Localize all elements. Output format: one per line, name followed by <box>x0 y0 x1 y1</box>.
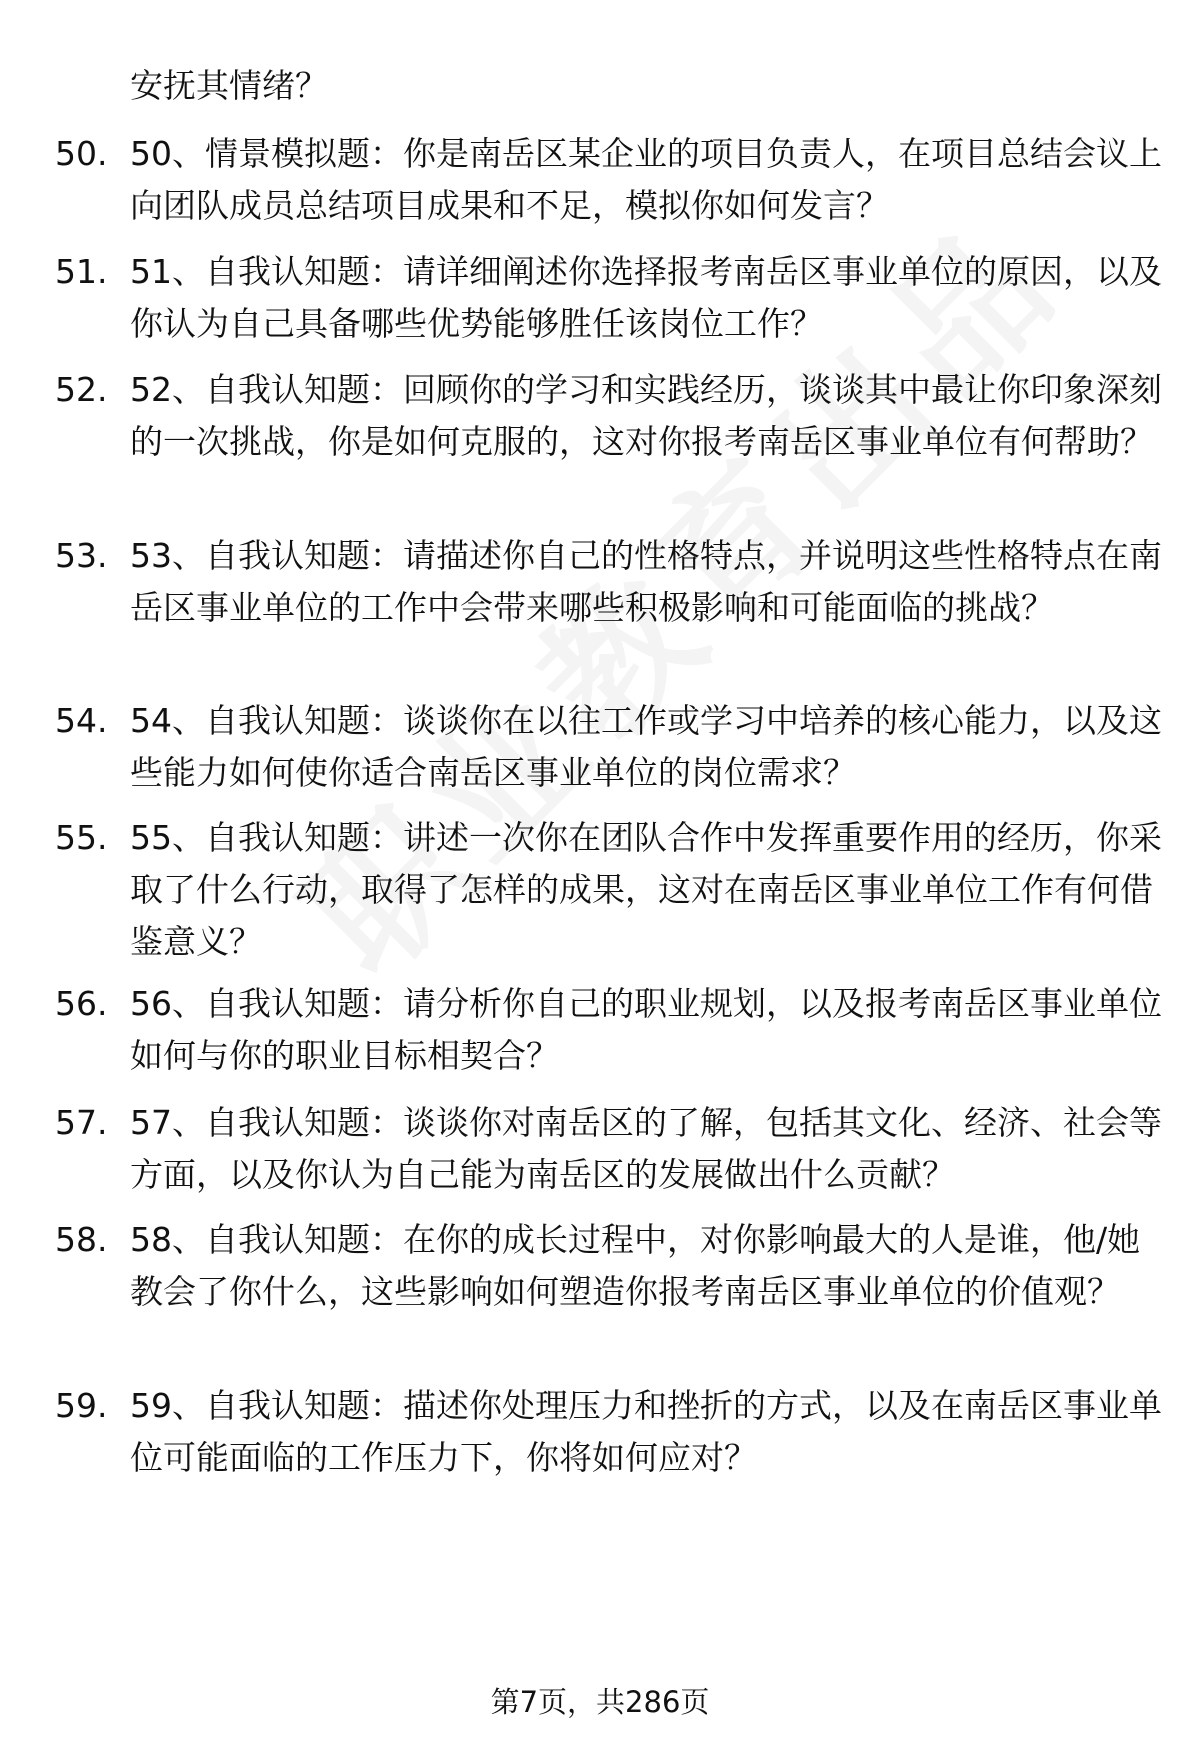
question-number: 52. <box>55 370 108 409</box>
question-text: 52、自我认知题：回顾你的学习和实践经历，谈谈其中最让你印象深刻的一次挑战，你是如何克服的，这对你报考南岳区事业单位有何帮助？ <box>130 370 1162 461</box>
question-text: 51、自我认知题：请详细阐述你选择报考南岳区事业单位的原因，以及你认为自己具备哪些优势能够胜任该岗位工作？ <box>130 252 1162 343</box>
question-number: 56. <box>55 984 108 1023</box>
question-text: 56、自我认知题：请分析你自己的职业规划，以及报考南岳区事业单位如何与你的职业目标相契合？ <box>130 984 1162 1075</box>
continuation-text: 安抚其情绪？ <box>130 66 328 105</box>
question-text: 55、自我认知题：讲述一次你在团队合作中发挥重要作用的经历，你采取了什么行动，取得了怎样的成果，这对在南岳区事业单位工作有何借鉴意义？ <box>130 818 1162 961</box>
list-item <box>55 530 1165 634</box>
question-number: 55. <box>55 818 108 857</box>
question-number: 53. <box>55 536 108 575</box>
question-text: 53、自我认知题：请描述你自己的性格特点，并说明这些性格特点在南岳区事业单位的工作中会带来哪些积极影响和可能面临的挑战？ <box>130 536 1162 627</box>
list-item <box>55 978 1165 1082</box>
question-number: 51. <box>55 252 108 291</box>
list-item <box>55 246 1165 350</box>
question-number: 57. <box>55 1103 108 1142</box>
question-number: 50. <box>55 134 108 173</box>
list-item <box>55 128 1165 232</box>
question-text: 57、自我认知题：谈谈你对南岳区的了解，包括其文化、经济、社会等方面，以及你认为自己能为南岳区的发展做出什么贡献？ <box>130 1103 1162 1194</box>
question-text: 59、自我认知题：描述你处理压力和挫折的方式，以及在南岳区事业单位可能面临的工作压力下，你将如何应对？ <box>130 1386 1162 1477</box>
question-number: 54. <box>55 701 108 740</box>
question-text: 58、自我认知题：在你的成长过程中，对你影响最大的人是谁，他/她教会了你什么，这些影响如何塑造你报考南岳区事业单位的价值观？ <box>130 1220 1141 1311</box>
list-item <box>55 1380 1165 1484</box>
question-text: 50、情景模拟题：你是南岳区某企业的项目负责人，在项目总结会议上向团队成员总结项目成果和不足，模拟你如何发言？ <box>130 134 1162 225</box>
question-text: 54、自我认知题：谈谈你在以往工作或学习中培养的核心能力，以及这些能力如何使你适合南岳区事业单位的岗位需求？ <box>130 701 1162 792</box>
question-number: 58. <box>55 1220 108 1259</box>
list-item <box>55 1097 1165 1201</box>
question-number: 59. <box>55 1386 108 1425</box>
list-item <box>55 812 1165 968</box>
list-item <box>55 364 1165 468</box>
list-item <box>55 1214 1165 1318</box>
list-item <box>55 695 1165 799</box>
page-footer: 第7页，共286页 <box>490 1685 710 1719</box>
